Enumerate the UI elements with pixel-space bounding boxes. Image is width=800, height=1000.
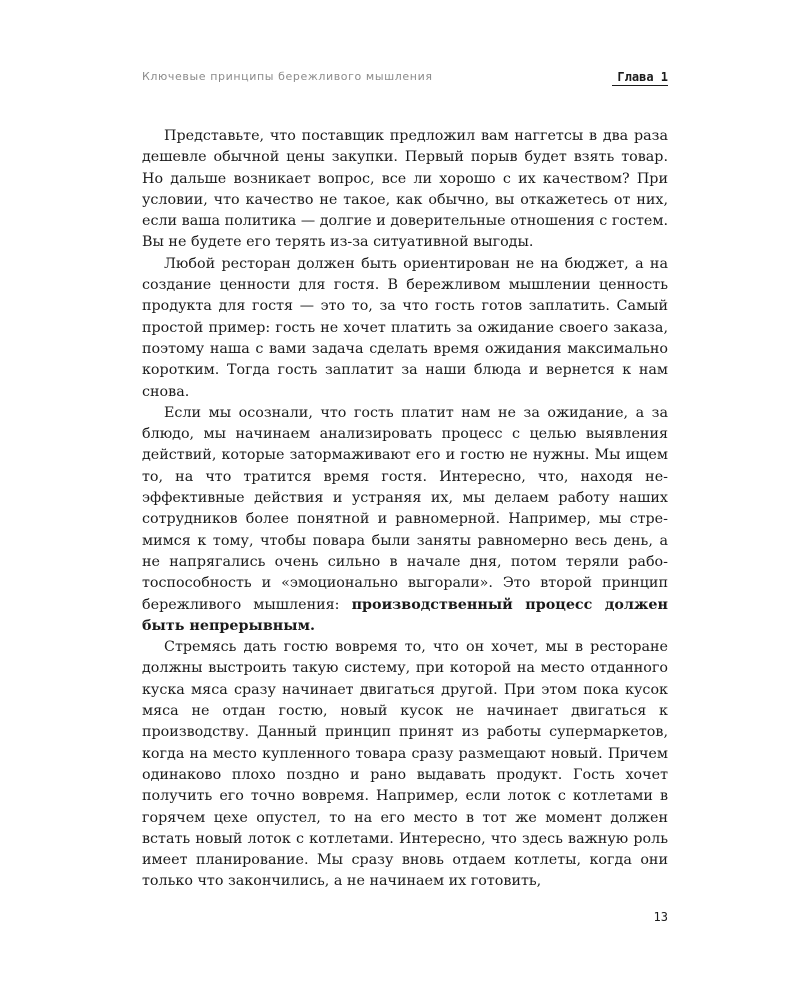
paragraph-3 [142,403,668,637]
running-header-chapter: Глава 1 [617,70,668,84]
chapter-underline [612,85,668,86]
paragraph-3-text: Если мы осознали, что гость платит нам не за ожидание, а за блюдо, мы начинаем анализировать процесс с целью выявления действий, которые затормаживают его и гостю не нужны. Мы ищем то, на что тратится время гостя. Интересно, что, находя неэффективные действия и устраняя их, мы делаем работу наших сотрудников более понятной и равномерной. Например, мы стремимся к тому, чтобы повара были заняты равномерно весь день, а не напрягались очень сильно в начале дня, потом теряли работоспособность и «эмоционально выгорали». Это второй принцип бережливого мышления: [142,404,668,613]
running-header-section: Ключевые принципы бережливого мышления [142,70,433,83]
paragraph-1: Представьте, что поставщик предложил вам наггетсы в два раза дешевле обычной цены закупки. Первый порыв будет взять товар. Но дальше возникает вопрос, все ли хорошо с их качеством? При условии, что качество не такое, как обычно, вы откажетесь от них, если ваша политика — долгие и доверительные отношения с гостем. Вы не будете его терять из-за ситуативной выгоды. [142,128,668,251]
paragraph-4: Стремясь дать гостю вовремя то, что он хочет, мы в ресторане должны выстроить такую систему, при которой на место отданного куска мяса сразу начинает двигаться другой. При этом пока кусок мяса не отдан гостю, новый кусок не начинает двигаться к производству. Данный принцип принят из работы супермаркетов, когда на место купленного товара сразу размещают новый. Причем одинаково плохо поздно и рано выдавать продукт. Гость хочет получить его точно вовремя. Например, если лоток с котлетами в горячем цехе опустел, то на его место в тот же момент должен встать новый лоток с котлетами. Интересно, что здесь важную роль имеет планирование. Мы сразу вновь отдаем котлеты, когда они только что закончились, а не начинаем их готовить, [142,639,668,890]
principle-emphasis: производственный процесс должен быть непрерывным. [142,596,668,634]
paragraph-2: Любой ресторан должен быть ориентирован не на бюджет, а на создание ценности для гостя. В бережливом мышлении ценность продукта для гостя — это то, за что гость готов заплатить. Самый простой пример: гость не хочет платить за ожидание своего заказа, поэтому наша с вами задача сделать время ожидания максимально коротким. Тогда гость заплатит за наши блюда и вернется к нам снова. [142,255,668,400]
page-body [142,126,668,893]
page-number: 13 [653,910,668,924]
